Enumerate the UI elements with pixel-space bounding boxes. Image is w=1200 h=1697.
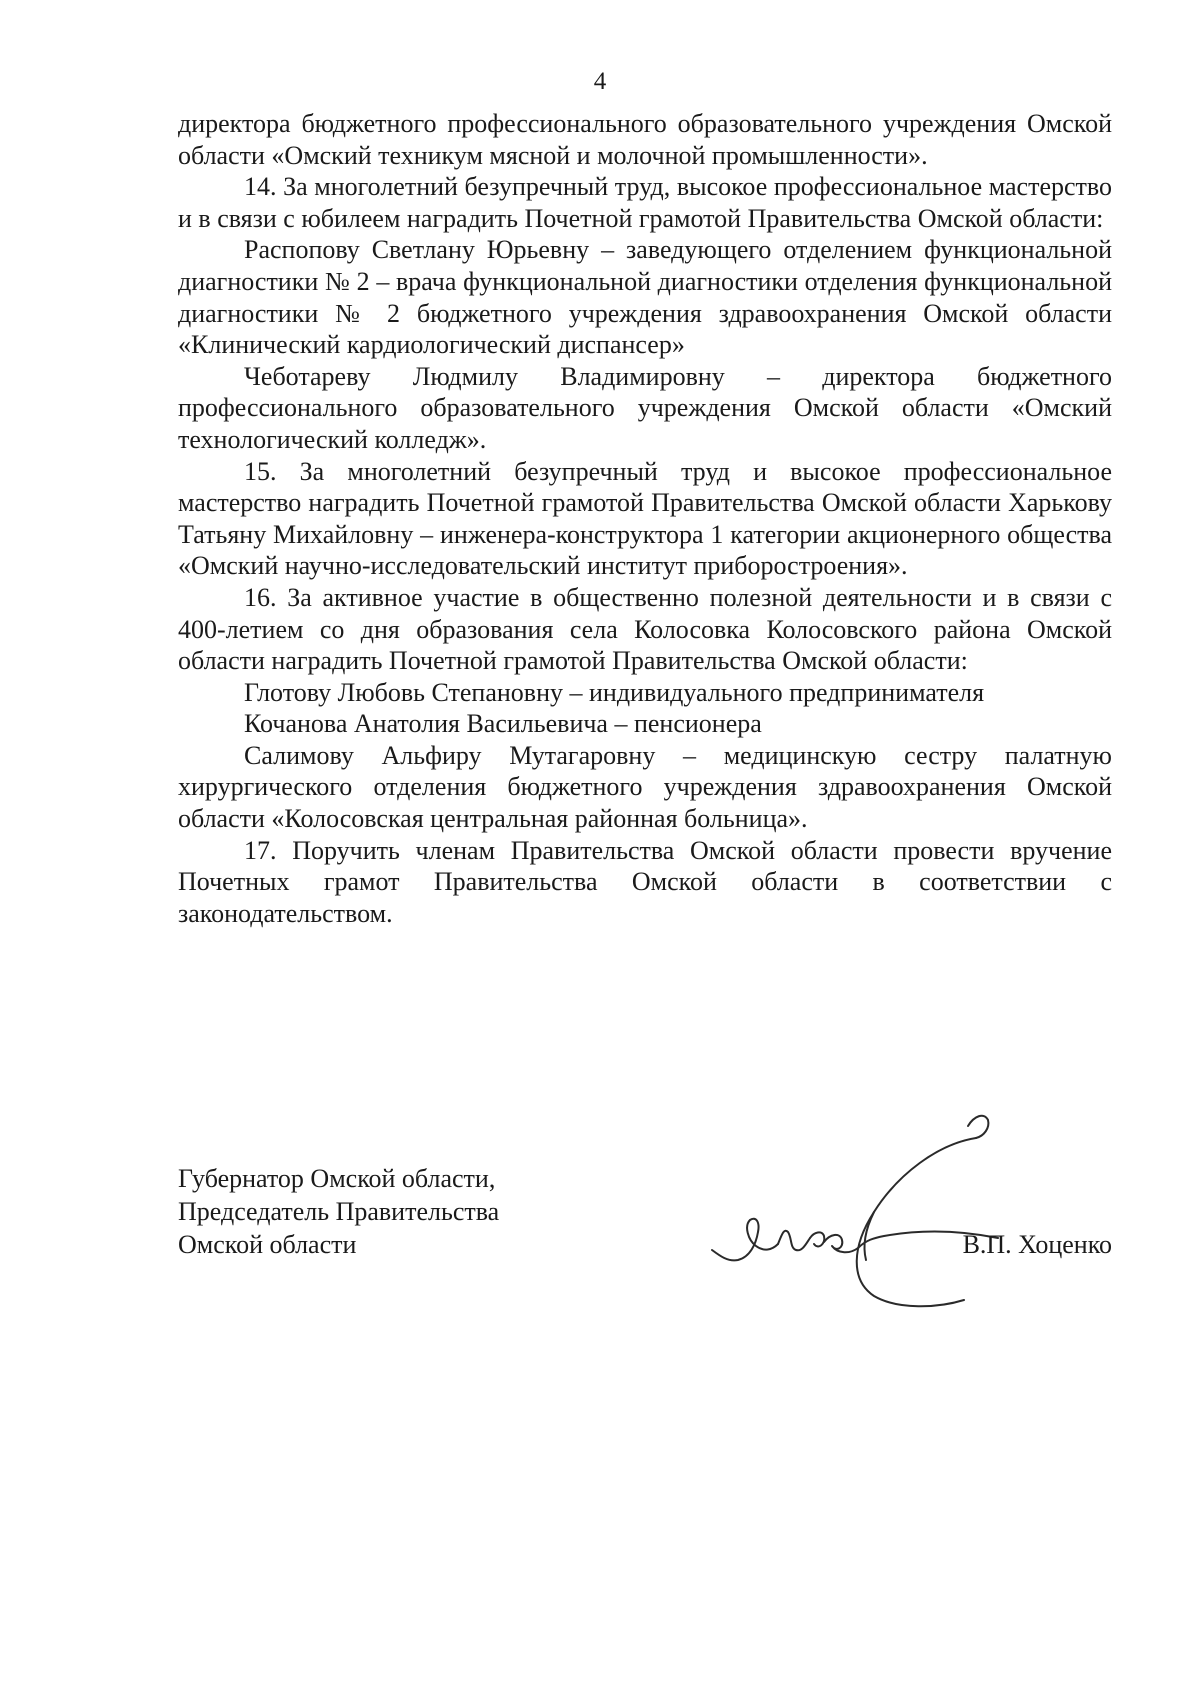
- paragraph-item-16: 16. За активное участие в общественно полезной деятельности и в связи с 400-летием со дня образования села Колосовка Колосовского района Омской области наградить Почетной грамотой Правительства Омской области:: [178, 582, 1112, 676]
- signer-position-line: Председатель Правительства: [178, 1197, 500, 1226]
- signer-position-line: Губернатор Омской области,: [178, 1164, 496, 1193]
- paragraph-continuation: директора бюджетного профессионального образовательного учреждения Омской области «Омский техникум мясной и молочной промышленности».: [178, 109, 1112, 170]
- paragraph-awardee-glotova: Глотову Любовь Степановну – индивидуального предпринимателя: [244, 677, 985, 707]
- paragraph-item-15: 15. За многолетний безупречный труд и высокое профессиональное мастерство наградить Почетной грамотой Правительства Омской области Харькову Татьяну Михайловну – инженера-конструктора 1 категории акционерного общества «Омский научно-исследовательский институт приборостроения».: [178, 456, 1112, 581]
- paragraph-awardee-chebotareva: Чеботареву Людмилу Владимировну – директора бюджетного профессионального образовательного учреждения Омской области «Омский технологический колледж».: [178, 361, 1112, 454]
- signature-block: [178, 1162, 1112, 1332]
- paragraph-awardee-kochanov: Кочанова Анатолия Васильевича – пенсионера: [244, 709, 762, 739]
- paragraph-item-17: 17. Поручить членам Правительства Омской области провести вручение Почетных грамот Правительства Омской области в соответствии с законодательством.: [178, 835, 1112, 928]
- paragraph-item-14: 14. За многолетний безупречный труд, высокое профессиональное мастерство и в связи с юбилеем наградить Почетной грамотой Правительства Омской области:: [178, 172, 1112, 233]
- document-body: [178, 108, 1112, 929]
- signer-position-line: Омской области: [178, 1230, 357, 1259]
- paragraph-awardee-salimova: Салимову Альфиру Мутагаровну – медицинскую сестру палатную хирургического отделения бюджетного учреждения здравоохранения Омской области «Колосовская центральная районная больница».: [178, 740, 1112, 834]
- handwritten-signature: [698, 1104, 1008, 1324]
- signer-position: [178, 1162, 499, 1261]
- signer-name: В.П. Хоценко: [962, 1230, 1112, 1259]
- paragraph-awardee-raspopova: Распопову Светлану Юрьевну – заведующего отделением функциональной диагностики № 2 – врача функциональной диагностики отделения функциональной диагностики № 2 бюджетного учреждения здравоохранения Омской области «Клинический кардиологический диспансер»: [178, 235, 1112, 360]
- page-number: 4: [593, 68, 607, 95]
